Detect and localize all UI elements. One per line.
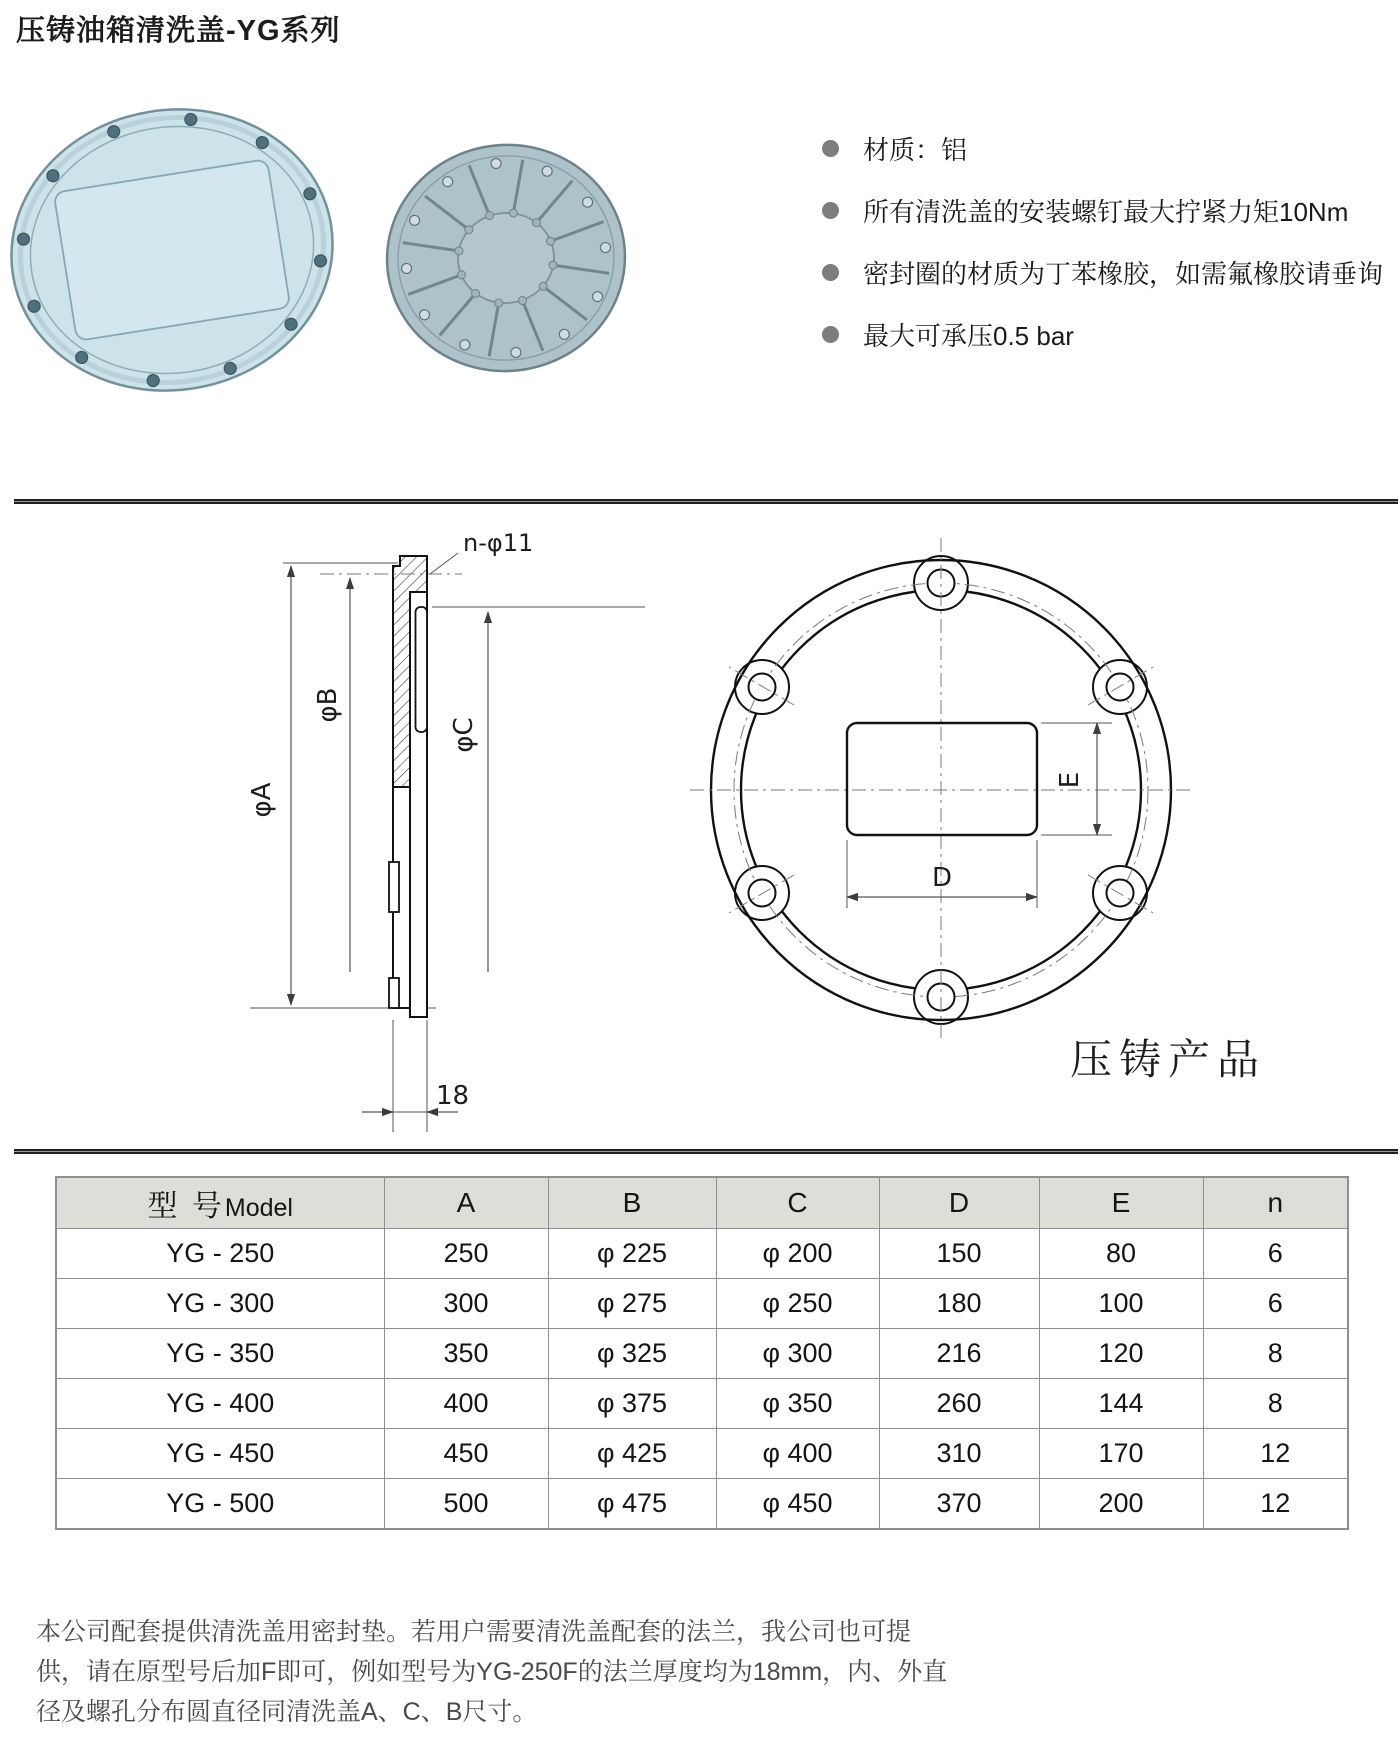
- cell-model: YG - 250: [56, 1229, 384, 1279]
- cell-d: 310: [879, 1429, 1039, 1479]
- cell-a: 250: [384, 1229, 548, 1279]
- bullet-icon: [822, 264, 839, 281]
- cell-model: YG - 350: [56, 1329, 384, 1379]
- footer-line: 径及螺孔分布圆直径同清洗盖A、C、B尺寸。: [36, 1698, 538, 1726]
- dim-label-phi-b: φB: [313, 687, 343, 723]
- cell-e: 100: [1039, 1279, 1203, 1329]
- cell-n: 12: [1203, 1479, 1348, 1530]
- cell-d: 260: [879, 1379, 1039, 1429]
- cell-c: φ 200: [716, 1229, 879, 1279]
- table-row: [56, 1379, 1348, 1429]
- footer-line: 供，请在原型号后加F即可，例如型号为YG-250F的法兰厚度均为18mm，内、外直: [36, 1658, 948, 1686]
- front-view: [690, 538, 1195, 1042]
- feature-text: 材质：铝: [863, 135, 968, 165]
- cell-a: 350: [384, 1329, 548, 1379]
- cell-b: φ 375: [548, 1379, 716, 1429]
- profile-step: [389, 978, 399, 1008]
- bullet-icon: [822, 202, 839, 219]
- page-title: 压铸油箱清洗盖-YG系列: [16, 15, 341, 47]
- feature-item: [822, 130, 1383, 167]
- cover-recess-outline: [54, 159, 291, 341]
- header-dim-b: B: [548, 1177, 716, 1229]
- cell-c: φ 300: [716, 1329, 879, 1379]
- header-dim-d: D: [879, 1177, 1039, 1229]
- cell-e: 144: [1039, 1379, 1203, 1429]
- cell-n: 6: [1203, 1229, 1348, 1279]
- cell-model: YG - 300: [56, 1279, 384, 1329]
- cell-e: 170: [1039, 1429, 1203, 1479]
- spec-table: [55, 1176, 1349, 1530]
- side-section-view: [247, 529, 645, 1132]
- cell-d: 370: [879, 1479, 1039, 1530]
- product-photo-top-view: [0, 87, 353, 414]
- cell-b: φ 325: [548, 1329, 716, 1379]
- cell-model: YG - 500: [56, 1479, 384, 1530]
- cell-a: 400: [384, 1379, 548, 1429]
- cell-b: φ 275: [548, 1279, 716, 1329]
- dim-label-e: E: [1055, 771, 1085, 789]
- header-model-en: Model: [224, 1194, 293, 1222]
- header-dim-a: A: [384, 1177, 548, 1229]
- header-model: [56, 1177, 384, 1229]
- cell-d: 150: [879, 1229, 1039, 1279]
- header-dim-e: E: [1039, 1177, 1203, 1229]
- product-photo-back-view: [376, 133, 636, 383]
- cell-n: 8: [1203, 1329, 1348, 1379]
- cell-c: φ 400: [716, 1429, 879, 1479]
- cell-e: 200: [1039, 1479, 1203, 1530]
- bullet-icon: [822, 140, 839, 157]
- cell-model: YG - 400: [56, 1379, 384, 1429]
- dim-label-bolt-pattern: n-φ11: [463, 529, 534, 557]
- table-row: [56, 1429, 1348, 1479]
- center-opening: [847, 723, 1037, 835]
- cell-a: 450: [384, 1429, 548, 1479]
- table-row: [56, 1229, 1348, 1279]
- feature-item: [822, 192, 1383, 229]
- cell-a: 300: [384, 1279, 548, 1329]
- cell-e: 80: [1039, 1229, 1203, 1279]
- dim-label-phi-c: φC: [449, 717, 479, 753]
- cell-model: YG - 450: [56, 1429, 384, 1479]
- feature-list: [822, 130, 1383, 378]
- cell-a: 500: [384, 1479, 548, 1530]
- table-row: [56, 1329, 1348, 1379]
- seal-groove: [416, 607, 428, 732]
- feature-text: 最大可承压0.5 bar: [863, 321, 1074, 351]
- section-divider-table: [14, 1149, 1398, 1154]
- cell-c: φ 350: [716, 1379, 879, 1429]
- header-dim-n: n: [1203, 1177, 1348, 1229]
- cell-c: φ 450: [716, 1479, 879, 1530]
- cell-b: φ 475: [548, 1479, 716, 1530]
- dim-label-thickness: 18: [436, 1081, 470, 1111]
- dim-label-d: D: [931, 863, 953, 893]
- cell-n: 12: [1203, 1429, 1348, 1479]
- feature-text: 密封圈的材质为丁苯橡胶，如需氟橡胶请垂询: [863, 259, 1384, 289]
- table-header-row: [56, 1177, 1348, 1229]
- bullet-icon: [822, 326, 839, 343]
- dim-label-phi-a: φA: [247, 782, 277, 818]
- drawing-caption: 压铸产品: [1070, 1035, 1267, 1084]
- cell-d: 216: [879, 1329, 1039, 1379]
- table-row: [56, 1279, 1348, 1329]
- cell-b: φ 225: [548, 1229, 716, 1279]
- profile-step: [389, 862, 399, 912]
- header-dim-c: C: [716, 1177, 879, 1229]
- technical-drawing: [0, 460, 1400, 1160]
- cell-b: φ 425: [548, 1429, 716, 1479]
- header-model-cn: 型 号: [147, 1190, 225, 1223]
- table-row: [56, 1479, 1348, 1530]
- cell-n: 6: [1203, 1279, 1348, 1329]
- footer-line: 本公司配套提供清洗盖用密封垫。若用户需要清洗盖配套的法兰，我公司也可提: [36, 1618, 912, 1646]
- product-images: [0, 85, 700, 425]
- cell-e: 120: [1039, 1329, 1203, 1379]
- feature-item: [822, 316, 1383, 353]
- cell-d: 180: [879, 1279, 1039, 1329]
- feature-text: 所有清洗盖的安装螺钉最大拧紧力矩10Nm: [863, 197, 1349, 227]
- cell-n: 8: [1203, 1379, 1348, 1429]
- footer-note: [36, 1612, 947, 1732]
- cell-c: φ 250: [716, 1279, 879, 1329]
- feature-item: [822, 254, 1383, 291]
